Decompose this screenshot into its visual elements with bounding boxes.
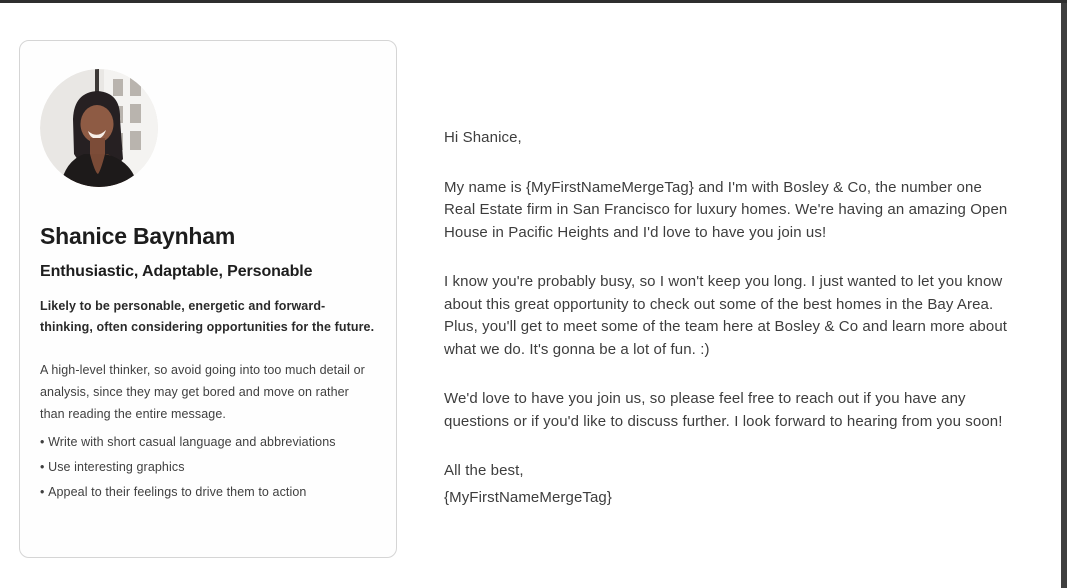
right-border-bar <box>1061 0 1067 588</box>
profile-description: A high-level thinker, so avoid going into too much detail or analysis, since they may get bored and move on rather than reading the entire message. <box>40 363 365 421</box>
profile-summary: Likely to be personable, energetic and forward-thinking, often considering opportunities for the future. <box>40 299 375 334</box>
profile-card <box>19 40 397 558</box>
profile-name: Shanice Baynham <box>40 223 236 249</box>
message-greeting: Hi Shanice, <box>444 129 522 146</box>
message-signature: {MyFirstNameMergeTag} <box>444 488 612 506</box>
profile-tip: • Appeal to their feelings to drive them to action <box>40 484 376 500</box>
profile-photo <box>40 69 158 187</box>
message-paragraph: I know you're probably busy, so I won't keep you long. I just wanted to let you know about this great opportunity to check out some of the best homes in the Bay Area. Plus, you'll get to meet some of the team here at Bosley & Co and learn more about what we do. It's gonna be a lot of fun. :) <box>444 273 1008 358</box>
message-paragraph: We'd love to have you join us, so please feel free to reach out if you have any questions or if you'd like to discuss further. I look forward to hearing from you soon! <box>444 390 1003 430</box>
profile-tip: • Write with short casual language and abbreviations <box>40 434 376 450</box>
message-body <box>444 127 1010 509</box>
message-paragraph: My name is {MyFirstNameMergeTag} and I'm with Bosley & Co, the number one Real Estate firm in San Francisco for luxury homes. We're having an amazing Open House in Pacific Heights and I'd love to have you join us! <box>444 178 1008 241</box>
profile-tips-list <box>40 434 376 500</box>
message-closing: All the best, <box>444 462 524 479</box>
profile-traits: Enthusiastic, Adaptable, Personable <box>40 263 313 280</box>
top-border-bar <box>0 0 1067 3</box>
profile-tip: • Use interesting graphics <box>40 459 376 475</box>
